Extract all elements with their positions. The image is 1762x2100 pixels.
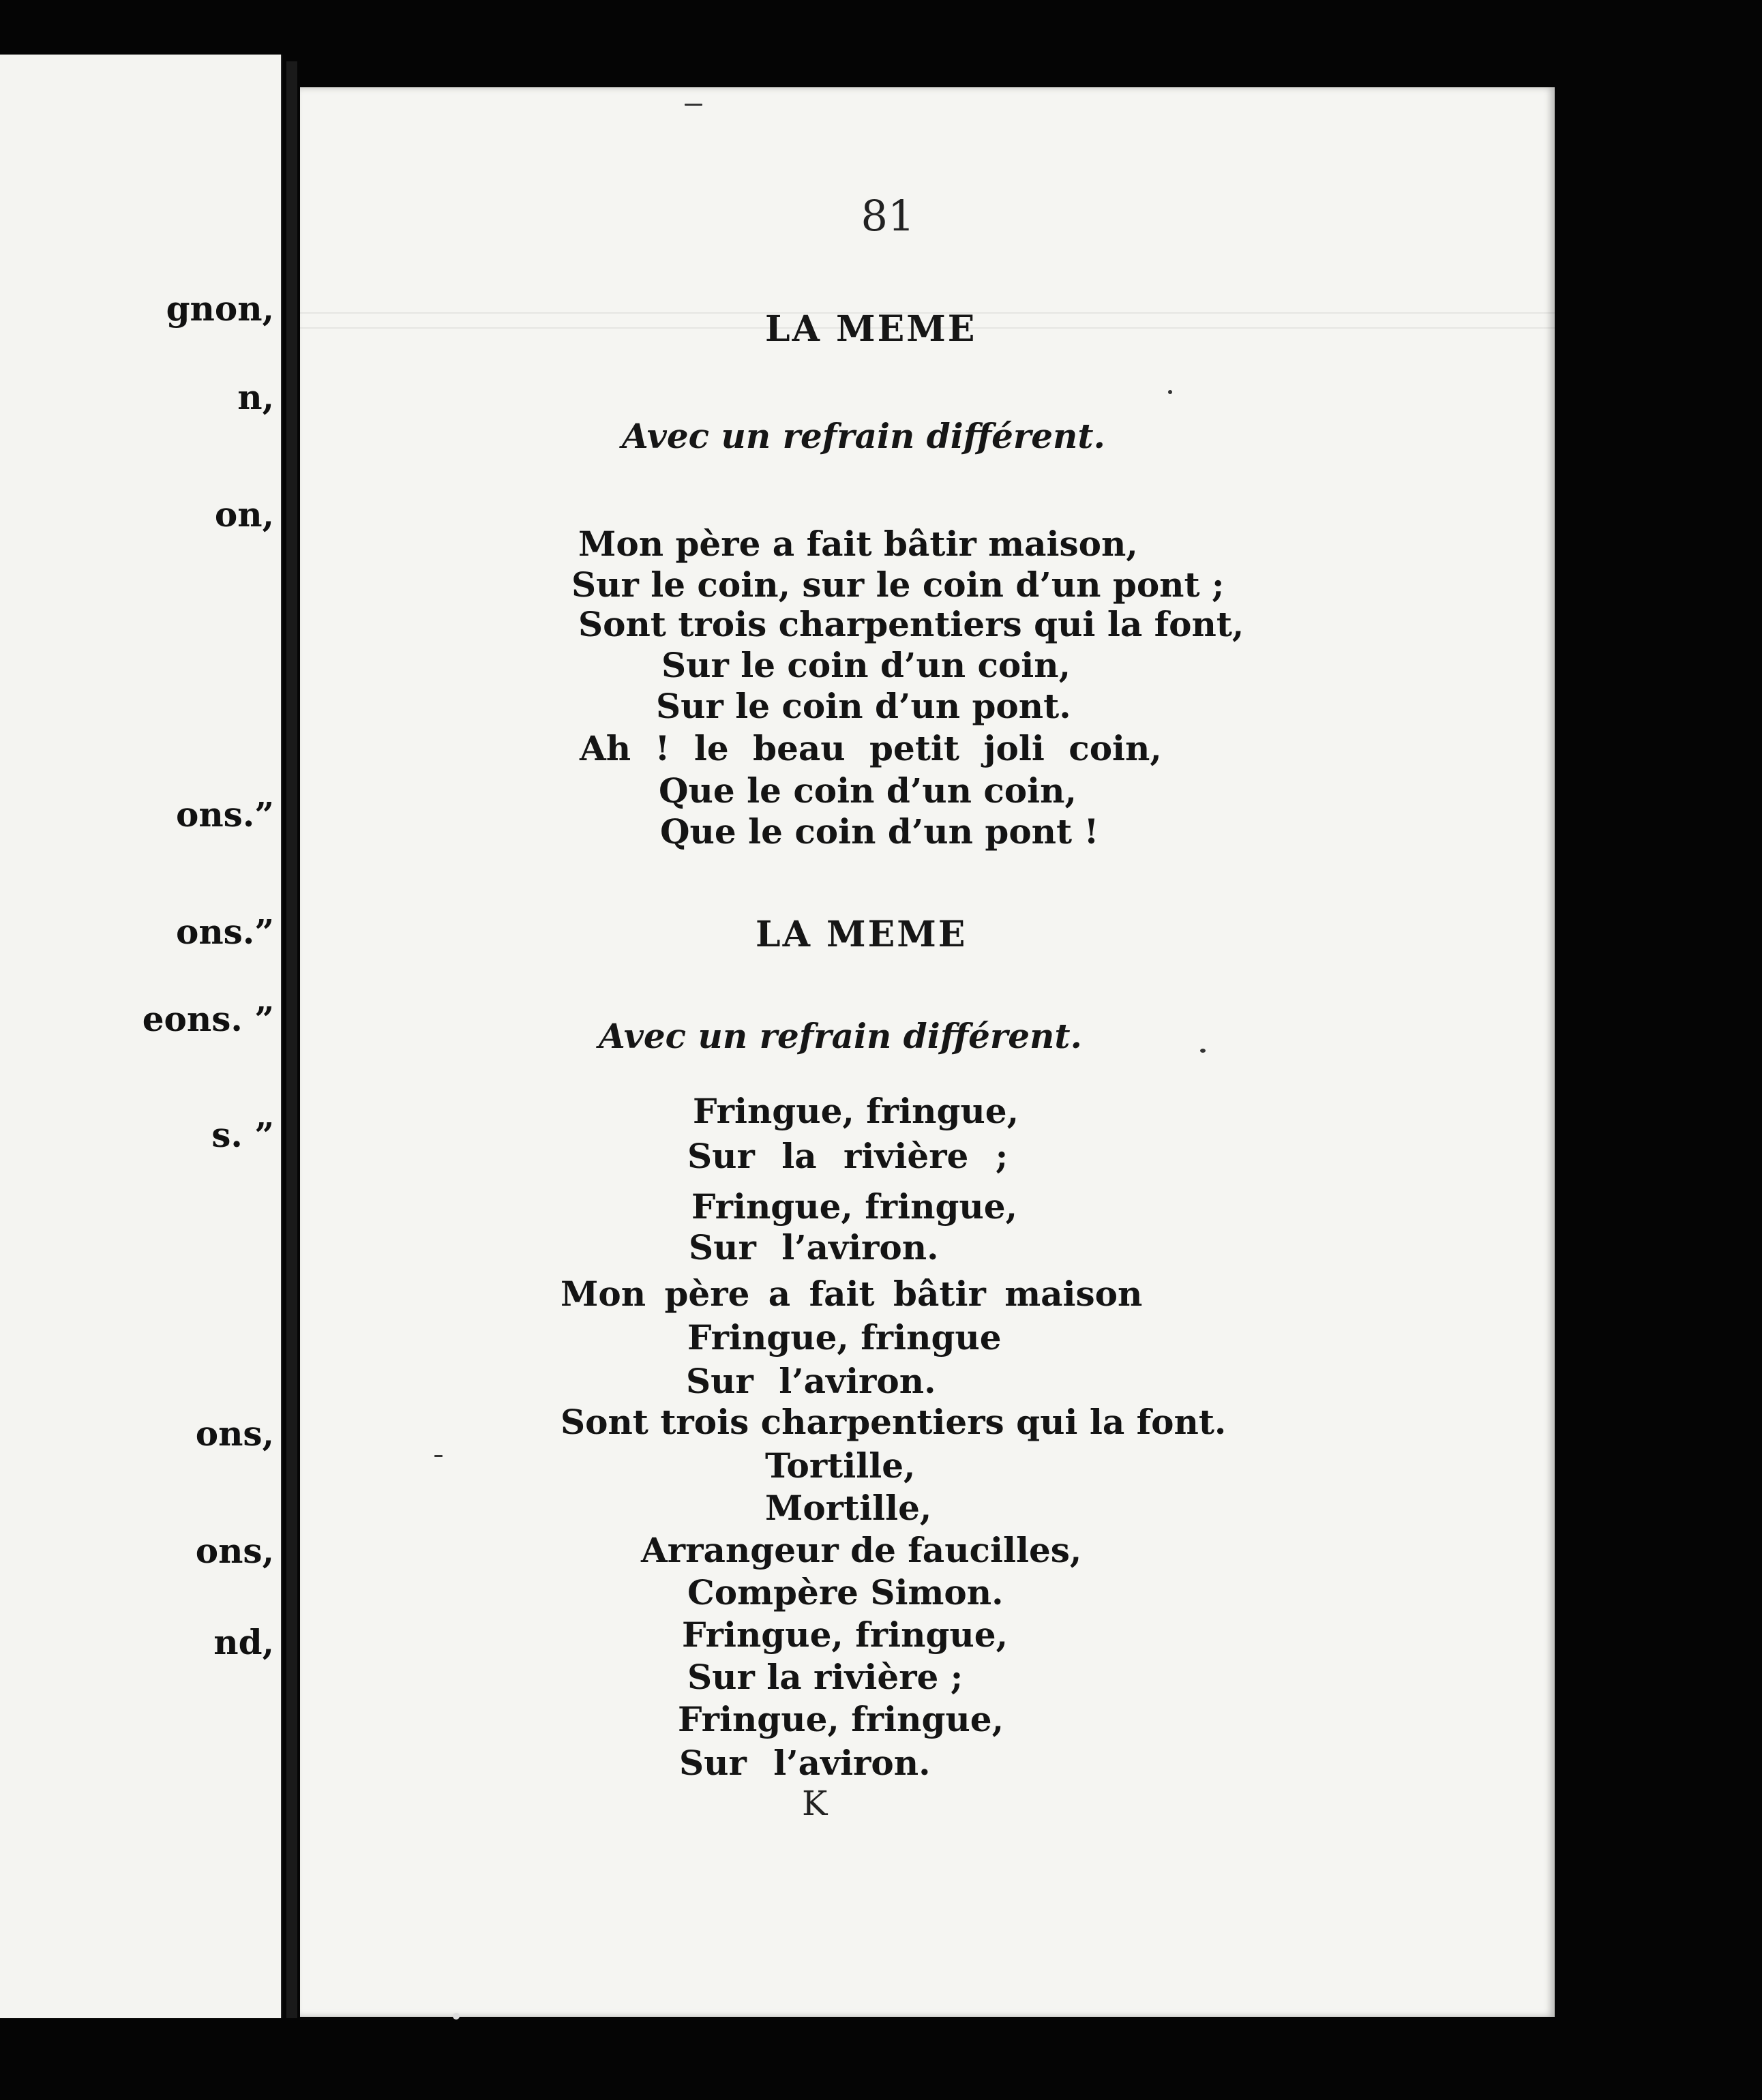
left-fragment: eons. ” xyxy=(142,999,274,1039)
song-title: LA MEME xyxy=(765,308,977,350)
verse-line: Ah ! le beau petit joli coin, xyxy=(580,728,1162,768)
signature-mark: K xyxy=(802,1784,828,1823)
verse-line: Mon père a fait bâtir maison, xyxy=(578,524,1138,564)
verse-line: Fringue, fringue, xyxy=(678,1699,1004,1739)
verse-line: Mon père a fait bâtir maison xyxy=(561,1274,1143,1314)
page-number: 81 xyxy=(861,191,915,241)
song-title: LA MEME xyxy=(756,914,968,955)
left-fragment: ons, xyxy=(195,1413,274,1454)
verse-line: Sont trois charpentiers qui la font. xyxy=(561,1402,1227,1442)
verse-line: Fringue, fringue, xyxy=(691,1186,1017,1227)
verse-line: Sont trois charpentiers qui la font, xyxy=(578,604,1244,644)
left-page xyxy=(0,55,282,2018)
ink-speck xyxy=(685,104,702,106)
verse-line: Fringue, fringue, xyxy=(682,1615,1008,1655)
verse-line: Que le coin d’un coin, xyxy=(659,770,1077,811)
verse-line: Sur le coin d’un pont. xyxy=(656,686,1071,726)
verse-line: Arrangeur de faucilles, xyxy=(641,1530,1082,1570)
ink-speck xyxy=(434,1455,443,1457)
left-fragment: gnon, xyxy=(166,288,274,329)
verse-line: Compère Simon. xyxy=(687,1572,1004,1612)
left-fragment: on, xyxy=(214,494,274,535)
verse-line: Fringue, fringue, xyxy=(693,1091,1019,1131)
verse-line: Que le coin d’un pont ! xyxy=(660,811,1099,852)
ink-speck xyxy=(453,2013,460,2020)
left-fragment: ons.” xyxy=(175,912,274,952)
verse-line: Tortille, xyxy=(765,1445,916,1486)
verse-line: Sur le coin d’un coin, xyxy=(661,645,1071,685)
left-fragment: nd, xyxy=(213,1622,274,1662)
song-subtitle: Avec un refrain différent. xyxy=(599,1016,1082,1056)
ink-speck xyxy=(1168,390,1172,394)
verse-line: Sur l’aviron. xyxy=(686,1361,936,1401)
book-gutter xyxy=(286,61,297,2018)
verse-line: Sur l’aviron. xyxy=(679,1743,931,1783)
left-fragment: ons, xyxy=(195,1531,274,1571)
verse-line: Mortille, xyxy=(765,1488,932,1528)
ink-speck xyxy=(1200,1049,1206,1053)
verse-line: Sur le coin, sur le coin d’un pont ; xyxy=(571,565,1225,605)
verse-line: Sur l’aviron. xyxy=(689,1227,939,1268)
verse-line: Sur la rivière ; xyxy=(687,1657,964,1697)
verse-line: Fringue, fringue xyxy=(687,1317,1002,1358)
song-subtitle: Avec un refrain différent. xyxy=(622,416,1105,456)
left-fragment: n, xyxy=(237,377,274,417)
left-fragment: ons.” xyxy=(175,794,274,835)
left-fragment: s. ” xyxy=(211,1115,274,1155)
verse-line: Sur la rivière ; xyxy=(687,1136,1009,1176)
